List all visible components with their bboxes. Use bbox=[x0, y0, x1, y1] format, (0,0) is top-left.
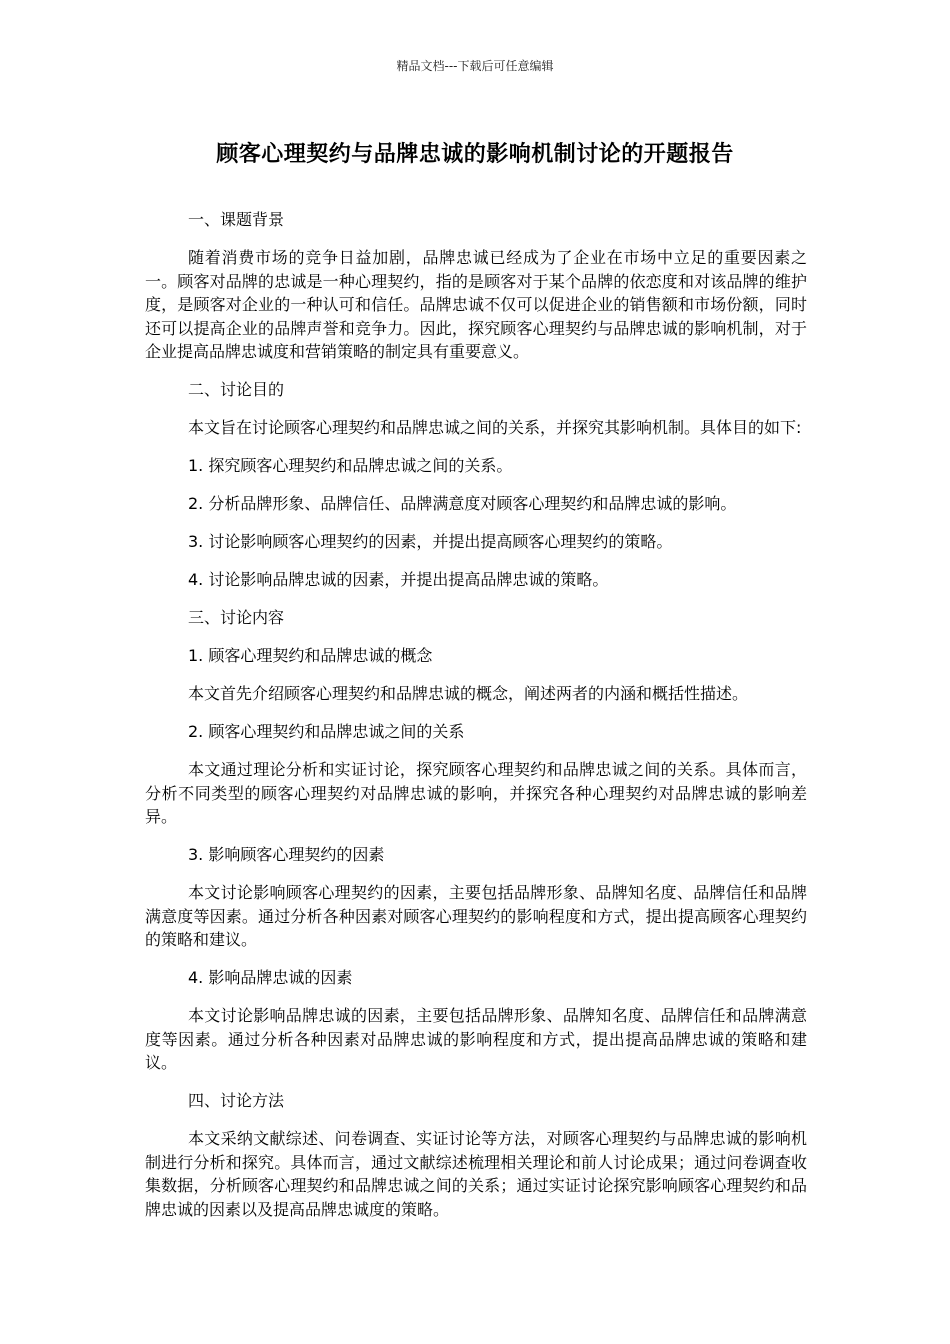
document-body bbox=[145, 208, 807, 1236]
subsection-heading: 3. 影响顾客心理契约的因素 bbox=[188, 845, 385, 864]
section-heading-background: 一、课题背景 bbox=[188, 210, 285, 229]
page-header: 精品文档---下载后可任意编辑 bbox=[396, 59, 554, 73]
subsection-heading: 4. 影响品牌忠诚的因素 bbox=[188, 968, 353, 987]
paragraph-contract-factors: 本文讨论影响顾客心理契约的因素，主要包括品牌形象、品牌知名度、品牌信任和品牌满意度等因素。通过分析各种因素对顾客心理契约的影响程度和方式，提出提高顾客心理契约的策略和建议。 bbox=[145, 883, 807, 949]
paragraph-methods: 本文采纳文献综述、问卷调查、实证讨论等方法，对顾客心理契约与品牌忠诚的影响机制进行分析和探究。具体而言，通过文献综述梳理相关理论和前人讨论成果；通过问卷调查收集数据，分析顾客心理契约和品牌忠诚之间的关系；通过实证讨论探究影响顾客心理契约和品牌忠诚的因素以及提高品牌忠诚度的策略。 bbox=[145, 1129, 807, 1219]
paragraph-loyalty-factors: 本文讨论影响品牌忠诚的因素，主要包括品牌形象、品牌知名度、品牌信任和品牌满意度等因素。通过分析各种因素对品牌忠诚的影响程度和方式，提出提高品牌忠诚的策略和建议。 bbox=[145, 1006, 807, 1072]
paragraph-purpose: 本文旨在讨论顾客心理契约和品牌忠诚之间的关系，并探究其影响机制。具体目的如下: bbox=[188, 418, 802, 437]
purpose-item: 3. 讨论影响顾客心理契约的因素，并提出提高顾客心理契约的策略。 bbox=[188, 532, 673, 551]
purpose-item: 2. 分析品牌形象、品牌信任、品牌满意度对顾客心理契约和品牌忠诚的影响。 bbox=[188, 494, 737, 513]
section-heading-methods: 四、讨论方法 bbox=[188, 1091, 285, 1110]
purpose-item: 1. 探究顾客心理契约和品牌忠诚之间的关系。 bbox=[188, 456, 513, 475]
paragraph-concepts: 本文首先介绍顾客心理契约和品牌忠诚的概念，阐述两者的内涵和概括性描述。 bbox=[188, 684, 749, 703]
document-title: 顾客心理契约与品牌忠诚的影响机制讨论的开题报告 bbox=[216, 142, 734, 167]
paragraph-background: 随着消费市场的竞争日益加剧，品牌忠诚已经成为了企业在市场中立足的重要因素之一。顾客对品牌的忠诚是一种心理契约，指的是顾客对于某个品牌的依恋度和对该品牌的维护度，是顾客对企业的一种认可和信任。品牌忠诚不仅可以促进企业的销售额和市场份额，同时还可以提高企业的品牌声誉和竞争力。因此，探究顾客心理契约与品牌忠诚的影响机制，对于企业提高品牌忠诚度和营销策略的制定具有重要意义。 bbox=[145, 248, 807, 361]
paragraph-relationship: 本文通过理论分析和实证讨论，探究顾客心理契约和品牌忠诚之间的关系。具体而言，分析不同类型的顾客心理契约对品牌忠诚的影响，并探究各种心理契约对品牌忠诚的影响差异。 bbox=[145, 760, 807, 826]
purpose-item: 4. 讨论影响品牌忠诚的因素，并提出提高品牌忠诚的策略。 bbox=[188, 570, 609, 589]
subsection-heading: 1. 顾客心理契约和品牌忠诚的概念 bbox=[188, 646, 433, 665]
subsection-heading: 2. 顾客心理契约和品牌忠诚之间的关系 bbox=[188, 722, 465, 741]
section-heading-content: 三、讨论内容 bbox=[188, 608, 285, 627]
section-heading-purpose: 二、讨论目的 bbox=[188, 380, 285, 399]
